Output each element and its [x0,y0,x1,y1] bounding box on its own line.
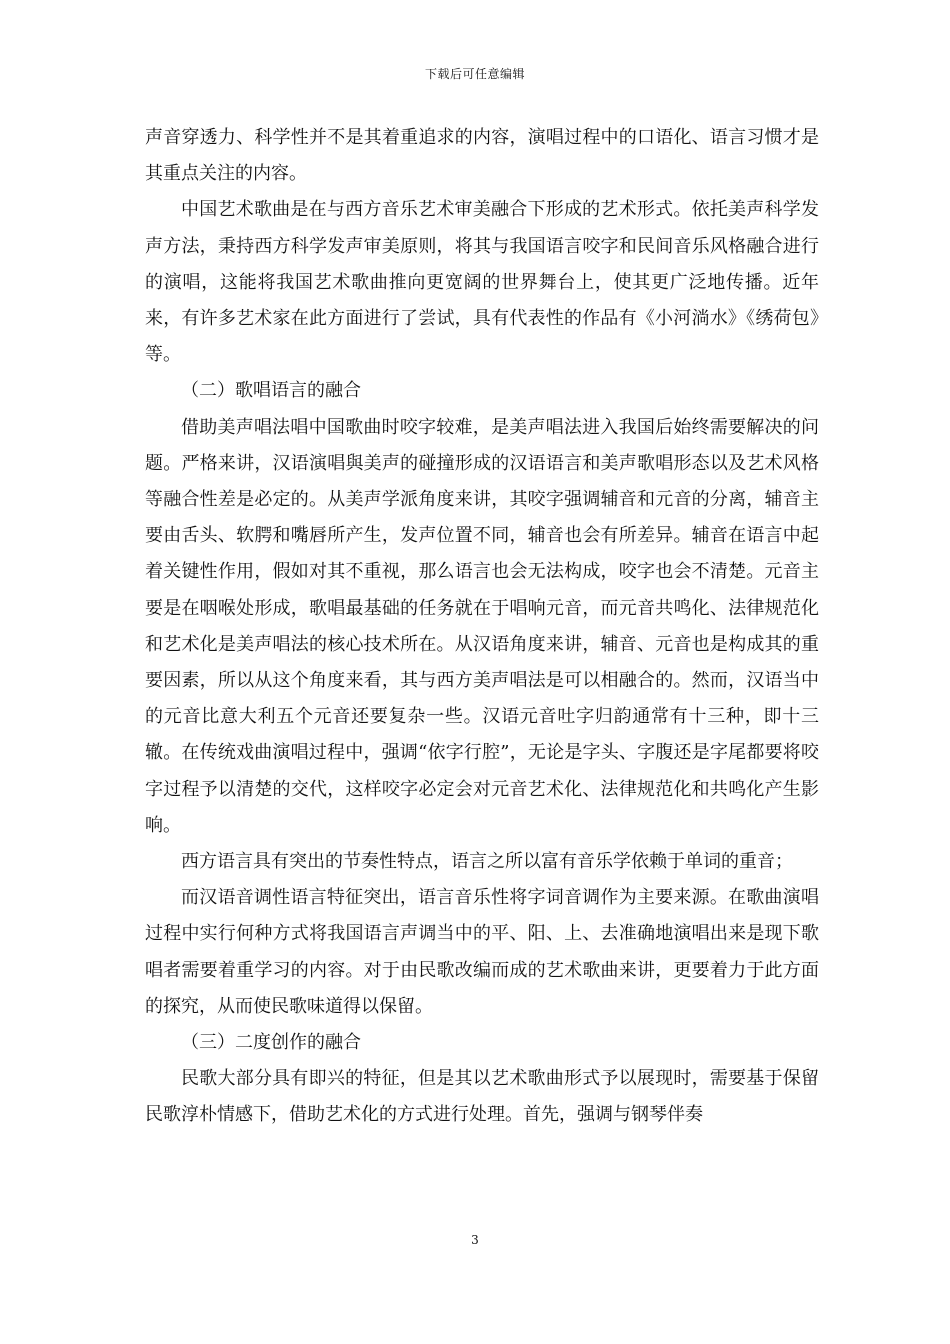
paragraph-art-song-fusion: 中国艺术歌曲是在与西方音乐艺术审美融合下形成的艺术形式。依托美声科学发声方法，秉持西方科学发声审美原则，将其与我国语言咬字和民间音乐风格融合进行的演唱，这能将我国艺术歌曲推向更宽阔的世界舞台上，使其更广泛地传播。近年来，有许多艺术家在此方面进行了尝试，具有代表性的作品有《小河淌水》《绣荷包》等。 [145,199,819,366]
page-number: 3 [471,1233,479,1247]
section-heading-singing-language: （二）歌唱语言的融合 [181,380,361,402]
document-body [145,120,819,1134]
paragraph-folk-improvisation: 民歌大部分具有即兴的特征，但是其以艺术歌曲形式予以展现时，需要基于保留民歌淳朴情感下，借助艺术化的方式进行处理。首先，强调与钢琴伴奏 [145,1068,819,1126]
paragraph-continuation: 声音穿透力、科学性并不是其着重追求的内容，演唱过程中的口语化、语言习惯才是其重点关注的内容。 [145,127,819,185]
section-heading-second-creation: （三）二度创作的融合 [181,1032,361,1054]
paragraph-western-rhythm: 西方语言具有突出的节奏性特点，语言之所以富有音乐学依赖于单词的重音； [181,851,793,873]
paragraph-chinese-tones: 而汉语音调性语言特征突出，语言音乐性将字词音调作为主要来源。在歌曲演唱过程中实行何种方式将我国语言声调当中的平、阳、上、去准确地演唱出来是现下歌唱者需要着重学习的内容。对于由民歌改编而成的艺术歌曲来讲，更要着力于此方面的探究，从而使民歌味道得以保留。 [145,887,819,1017]
paragraph-bel-canto-diction: 借助美声唱法唱中国歌曲时咬字较难，是美声唱法进入我国后始终需要解决的问题。严格来讲，汉语演唱與美声的碰撞形成的汉语语言和美声歌唱形态以及艺术风格等融合性差是必定的。从美声学派角度来讲，其咬字强调辅音和元音的分离，辅音主要由舌头、软腭和嘴唇所产生，发声位置不同，辅音也会有所差异。辅音在语言中起着关键性作用，假如对其不重视，那么语言也会无法构成，咬字也会不清楚。元音主要是在咽喉处形成，歌唱最基础的任务就在于唱响元音，而元音共鸣化、法律规范化和艺术化是美声唱法的核心技术所在。从汉语角度来讲，辅音、元音也是构成其的重要因素，所以从这个角度来看，其与西方美声唱法是可以相融合的。然而，汉语当中的元音比意大利五个元音还要复杂一些。汉语元音吐字归韵通常有十三种，即十三辙。在传统戏曲演唱过程中，强调“依字行腔”，无论是字头、字腹还是字尾都要将咬字过程予以清楚的交代，这样咬字必定会对元音艺术化、法律规范化和共鸣化产生影响。 [145,416,819,836]
page-header: 下载后可任意编辑 [424,67,525,81]
